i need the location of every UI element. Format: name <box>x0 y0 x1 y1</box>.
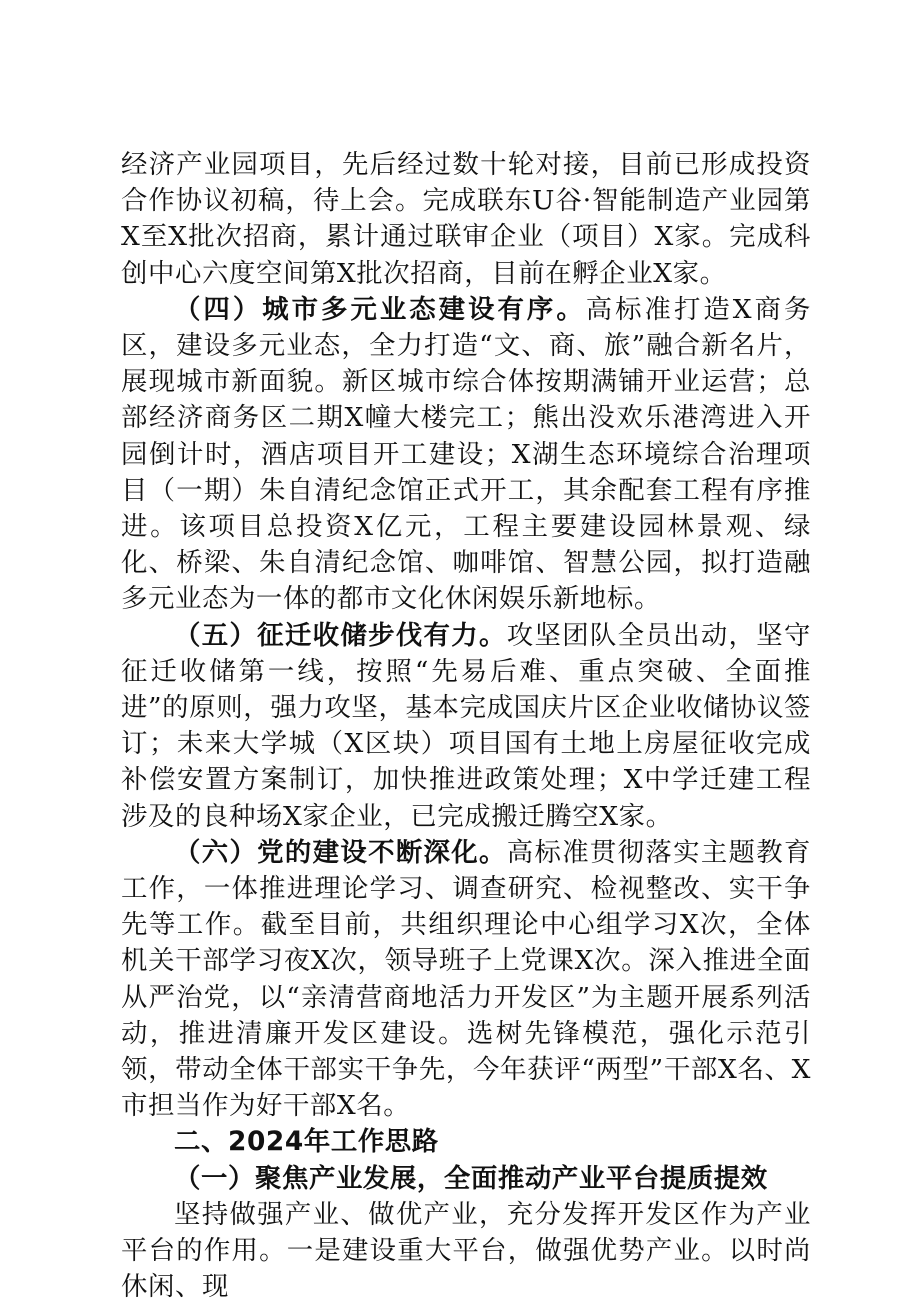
paragraph-lead: （六）党的建设不断深化。 <box>174 836 507 868</box>
paragraph-continuation <box>121 147 811 292</box>
paragraph-text: 经济产业园项目，先后经过数十轮对接，目前已形成投资合作协议初稿，待上会。完成联东U谷·智能制造产业园第X至X批次招商，累计通过联审企业（项目）X家。完成科创中心六度空间第X批次招商，目前在孵企业X家。 <box>121 149 811 289</box>
paragraph-lead: （五）征迁收储步伐有力。 <box>174 619 507 651</box>
paragraph-text: 高标准打造X商务区，建设多元业态，全力打造“文、商、旅”融合新名片，展现城市新面貌。新区城市综合体按期满铺开业运营；总部经济商务区二期X幢大楼完工；熊出没欢乐港湾进入开园倒计时，酒店项目开工建设；X湖生态环境综合治理项目（一期）朱自清纪念馆正式开工，其余配套工程有序推进。该项目总投资X亿元，工程主要建设园林景观、绿化、桥梁、朱自清纪念馆、咖啡馆、智慧公园，拟打造融多元业态为一体的都市文化休闲娱乐新地标。 <box>121 293 811 615</box>
paragraph-land-acquisition <box>121 618 811 835</box>
paragraph-final: 坚持做强产业、做优产业，充分发挥开发区作为产业平台的作用。一是建设重大平台，做强优势产业。以时尚休闲、现 <box>121 1198 811 1303</box>
paragraph-lead: （四）城市多元业态建设有序。 <box>174 293 586 325</box>
paragraph-party-building <box>121 835 811 1125</box>
paragraph-text: 攻坚团队全员出动，坚守征迁收储第一线，按照“先易后难、重点突破、全面推进”的原则，强力攻坚，基本完成国庆片区企业收储协议签订；未来大学城（X区块）项目国有土地上房屋征收完成补偿安置方案制订，加快推进政策处理；X中学迁建工程涉及的良种场X家企业，已完成搬迁腾空X家。 <box>121 619 811 832</box>
subsection-heading: （一）聚焦产业发展，全面推动产业平台提质提效 <box>174 1162 768 1194</box>
document-page <box>121 147 811 1306</box>
paragraph-text: 高标准贯彻落实主题教育工作，一体推进理论学习、调查研究、检视整改、实干争先等工作。截至目前，共组织理论中心组学习X次，全体机关干部学习夜X次，领导班子上党课X次。深入推进全面从严治党，以“亲清营商地活力开发区”为主题开展系列活动，推进清廉开发区建设。选树先锋模范，强化示范引领，带动全体干部实干争先，今年获评“两型”干部X名、X市担当作为好干部X名。 <box>121 836 811 1122</box>
section-heading: 二、2024年工作思路 <box>174 1126 439 1158</box>
paragraph-urban-business <box>121 292 811 618</box>
